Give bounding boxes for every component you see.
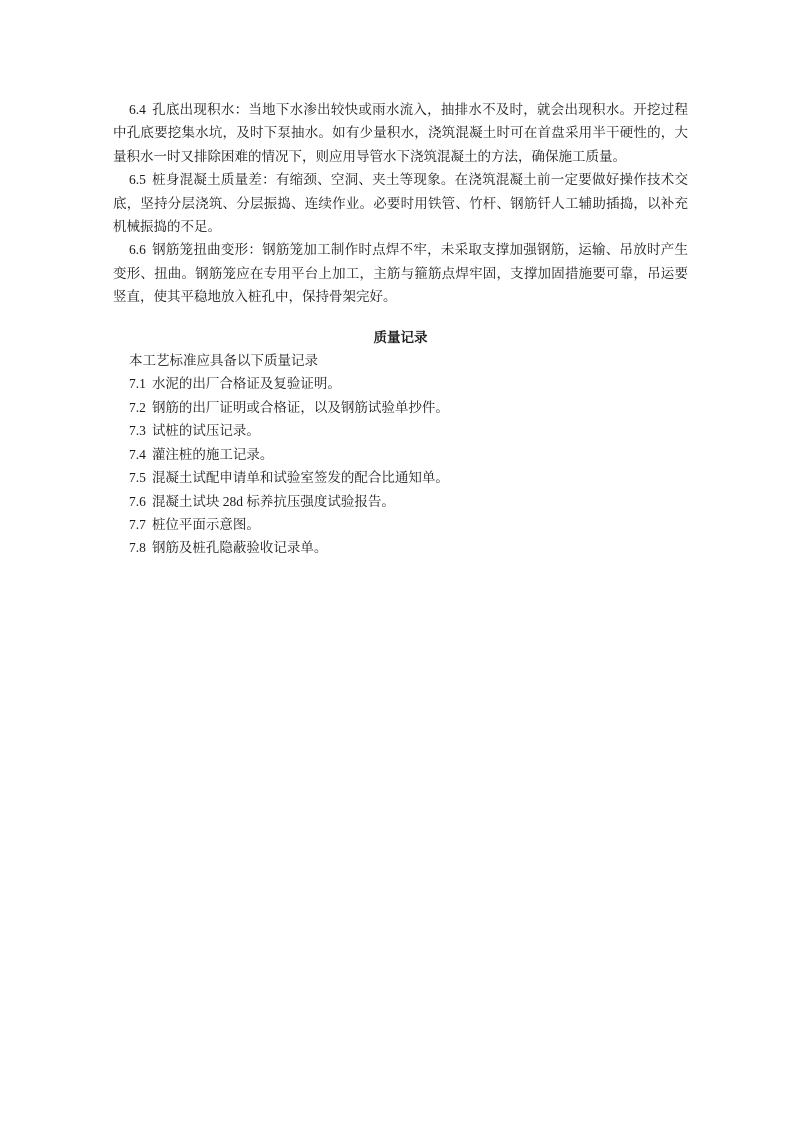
record-text: 桩位平面示意图。	[151, 516, 260, 532]
record-item-7-5	[113, 466, 688, 489]
record-item-7-3	[113, 419, 688, 442]
record-item-7-4	[113, 443, 688, 466]
record-item-7-6	[113, 490, 688, 513]
record-number: 7.7	[129, 516, 146, 532]
paragraph-6-4	[113, 98, 688, 168]
record-number: 7.4	[129, 446, 146, 462]
section-construction-problems	[113, 98, 688, 309]
quality-records-list	[113, 372, 688, 559]
record-text: 水泥的出厂合格证及复验证明。	[151, 376, 341, 392]
paragraph-number: 6.5	[129, 172, 146, 188]
record-text: 灌注桩的施工记录。	[151, 446, 274, 462]
quality-records-heading: 质量记录	[373, 329, 428, 345]
record-text: 混凝土试配申请单和试验室签发的配合比通知单。	[151, 470, 449, 486]
paragraph-6-6	[113, 238, 688, 308]
record-item-7-1	[113, 372, 688, 395]
section-quality-records	[113, 326, 688, 560]
record-item-7-8	[113, 536, 688, 559]
paragraph-text: 孔底出现积水：当地下水渗出较快或雨水流入，抽排水不及时，就会出现积水。开挖过程中孔底要挖集水坑，及时下泵抽水。如有少量积水，浇筑混凝土时可在首盘采用半干硬性的，大量积水一时又排除困难的情况下，则应用导管水下浇筑混凝土的方法，确保施工质量。	[113, 102, 688, 164]
record-text: 试桩的试压记录。	[151, 423, 260, 439]
record-text: 钢筋的出厂证明或合格证，以及钢筋试验单抄件。	[151, 399, 449, 415]
record-number: 7.3	[129, 423, 146, 439]
record-text: 钢筋及桩孔隐蔽验收记录单。	[151, 540, 328, 556]
record-number: 7.2	[129, 399, 146, 415]
paragraph-text: 桩身混凝土质量差：有缩颈、空洞、夹土等现象。在浇筑混凝土前一定要做好操作技术交底，坚持分层浇筑、分层振捣、连续作业。必要时用铁管、竹杆、钢筋钎人工辅助插捣，以补充机械振捣的不足。	[113, 172, 688, 235]
record-item-7-2	[113, 396, 688, 419]
record-text: 混凝土试块 28d 标养抗压强度试验报告。	[151, 493, 395, 509]
record-number: 7.1	[129, 376, 146, 392]
record-number: 7.6	[129, 493, 146, 509]
record-item-7-7	[113, 513, 688, 536]
quality-records-intro: 本工艺标准应具备以下质量记录	[129, 353, 318, 369]
paragraph-number: 6.6	[129, 242, 146, 258]
paragraph-6-5	[113, 168, 688, 238]
paragraph-text: 钢筋笼扭曲变形：钢筋笼加工制作时点焊不牢，未采取支撑加强钢筋，运输、吊放时产生变形、扭曲。钢筋笼应在专用平台上加工，主筋与箍筋点焊牢固，支撑加固措施要可靠，吊运要竖直，使其平稳地放入桩孔中，保持骨架完好。	[113, 242, 688, 305]
record-number: 7.8	[129, 540, 146, 556]
record-number: 7.5	[129, 470, 146, 486]
paragraph-number: 6.4	[129, 102, 146, 117]
